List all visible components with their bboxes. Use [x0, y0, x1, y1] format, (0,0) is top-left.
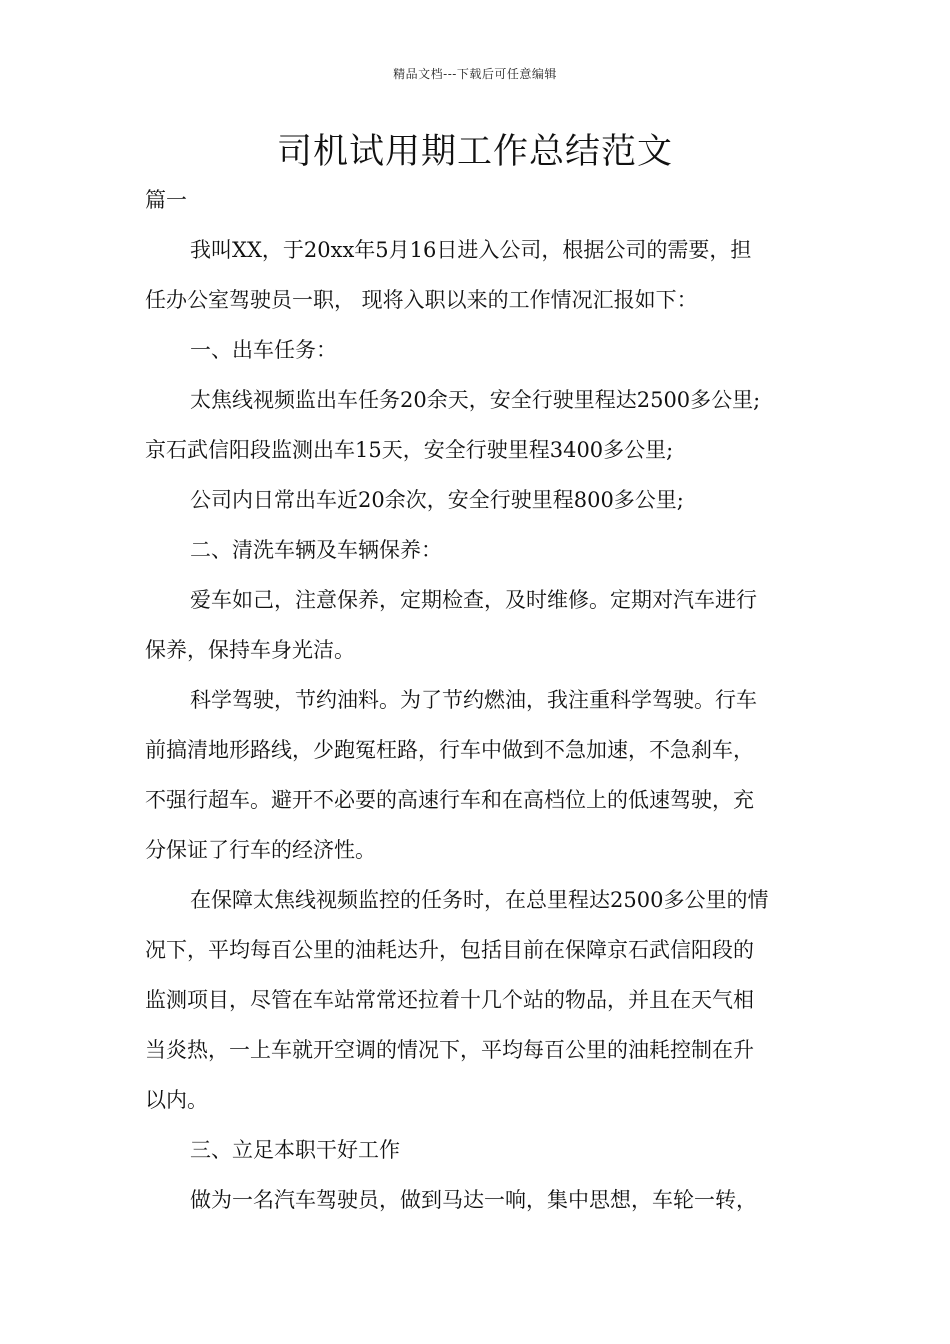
- section-heading: 一、出车任务：: [190, 338, 337, 362]
- header-note: 精品文档---下载后可任意编辑: [393, 67, 557, 81]
- body-line: 太焦线视频监出车任务20余天，安全行驶里程达2500多公里;: [190, 388, 761, 412]
- body-line: 当炎热，一上车就开空调的情况下，平均每百公里的油耗控制在升: [145, 1038, 754, 1062]
- body-line: 监测项目，尽管在车站常常还拉着十几个站的物品，并且在天气相: [145, 988, 754, 1012]
- body-line: 以内。: [145, 1088, 208, 1112]
- body-line: 保养，保持车身光洁。: [145, 638, 355, 662]
- document-title: 司机试用期工作总结范文: [276, 132, 673, 172]
- section-heading: 二、清洗车辆及车辆保养：: [190, 538, 442, 562]
- body-line: 公司内日常出车近20余次，安全行驶里程800多公里;: [190, 488, 684, 512]
- body-line: 分保证了行车的经济性。: [145, 838, 376, 862]
- body-line: 做为一名汽车驾驶员，做到马达一响，集中思想，车轮一转，: [190, 1188, 757, 1212]
- body-line: 京石武信阳段监测出车15天，安全行驶里程3400多公里;: [145, 438, 674, 462]
- body-line: 任办公室驾驶员一职， 现将入职以来的工作情况汇报如下：: [145, 288, 698, 312]
- document-body: [145, 175, 807, 1225]
- body-line: 科学驾驶，节约油料。为了节约燃油，我注重科学驾驶。行车: [190, 688, 757, 712]
- body-line: 不强行超车。避开不必要的高速行车和在高档位上的低速驾驶，充: [145, 788, 754, 812]
- section-heading: 三、立足本职干好工作: [190, 1138, 400, 1162]
- body-line: 我叫XX，于20xx年5月16日进入公司，根据公司的需要，担: [190, 238, 752, 262]
- body-line: 况下，平均每百公里的油耗达升，包括目前在保障京石武信阳段的: [145, 938, 754, 962]
- body-line: 在保障太焦线视频监控的任务时，在总里程达2500多公里的情: [190, 888, 769, 912]
- section-label: 篇一: [145, 188, 187, 212]
- body-line: 爱车如己，注意保养，定期检查，及时维修。定期对汽车进行: [190, 588, 757, 612]
- body-line: 前搞清地形路线，少跑冤枉路，行车中做到不急加速，不急刹车，: [145, 738, 754, 762]
